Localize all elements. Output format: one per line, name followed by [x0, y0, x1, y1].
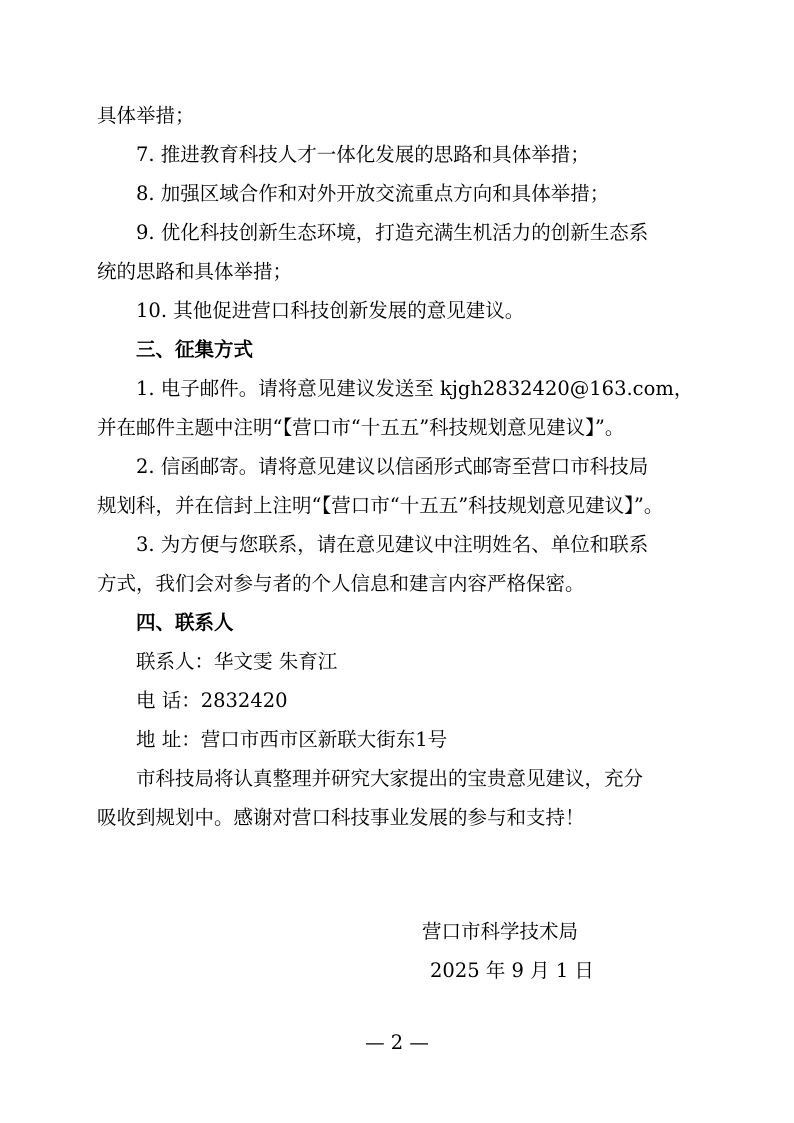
- method-mail: 2. 信函邮寄。请将意见建议以信函形式邮寄至营口市科技局: [136, 455, 649, 478]
- signature-date: 2025 年 9 月 1 日: [430, 959, 594, 982]
- body-line: 统的思路和具体举措；: [97, 260, 293, 283]
- closing-paragraph: 市科技局将认真整理并研究大家提出的宝贵意见建议，充分: [136, 767, 644, 790]
- signature-org: 营口市科学技术局: [422, 920, 579, 943]
- body-line: 吸收到规划中。感谢对营口科技事业发展的参与和支持！: [97, 806, 585, 829]
- body-line: 规划科，并在信封上注明“【营口市“十五五”科技规划意见建议】”。: [97, 494, 664, 517]
- list-item-7: 7. 推进教育科技人才一体化发展的思路和具体举措；: [136, 143, 590, 166]
- section-heading-collection-methods: 三、征集方式: [136, 338, 254, 361]
- section-heading-contacts: 四、联系人: [136, 611, 234, 634]
- list-item-10: 10. 其他促进营口科技创新发展的意见建议。: [136, 299, 525, 322]
- contact-address: 地 址：营口市西市区新联大街东1号: [136, 728, 448, 751]
- page-number: — 2 —: [365, 1031, 429, 1054]
- body-line: 方式，我们会对参与者的个人信息和建言内容严格保密。: [97, 572, 585, 595]
- list-item-9: 9. 优化科技创新生态环境，打造充满生机活力的创新生态系: [136, 221, 649, 244]
- contact-persons: 联系人：华文雯 朱育江: [136, 650, 338, 673]
- body-line: 并在邮件主题中注明“【营口市“十五五”科技规划意见建议】”。: [97, 416, 625, 439]
- body-line: 具体举措；: [97, 104, 195, 127]
- contact-phone: 电 话：2832420: [136, 689, 288, 712]
- method-contact-note: 3. 为方便与您联系，请在意见建议中注明姓名、单位和联系: [136, 533, 649, 556]
- method-email: 1. 电子邮件。请将意见建议发送至 kjgh2832420@163.com，: [136, 377, 694, 400]
- list-item-8: 8. 加强区域合作和对外开放交流重点方向和具体举措；: [136, 182, 610, 205]
